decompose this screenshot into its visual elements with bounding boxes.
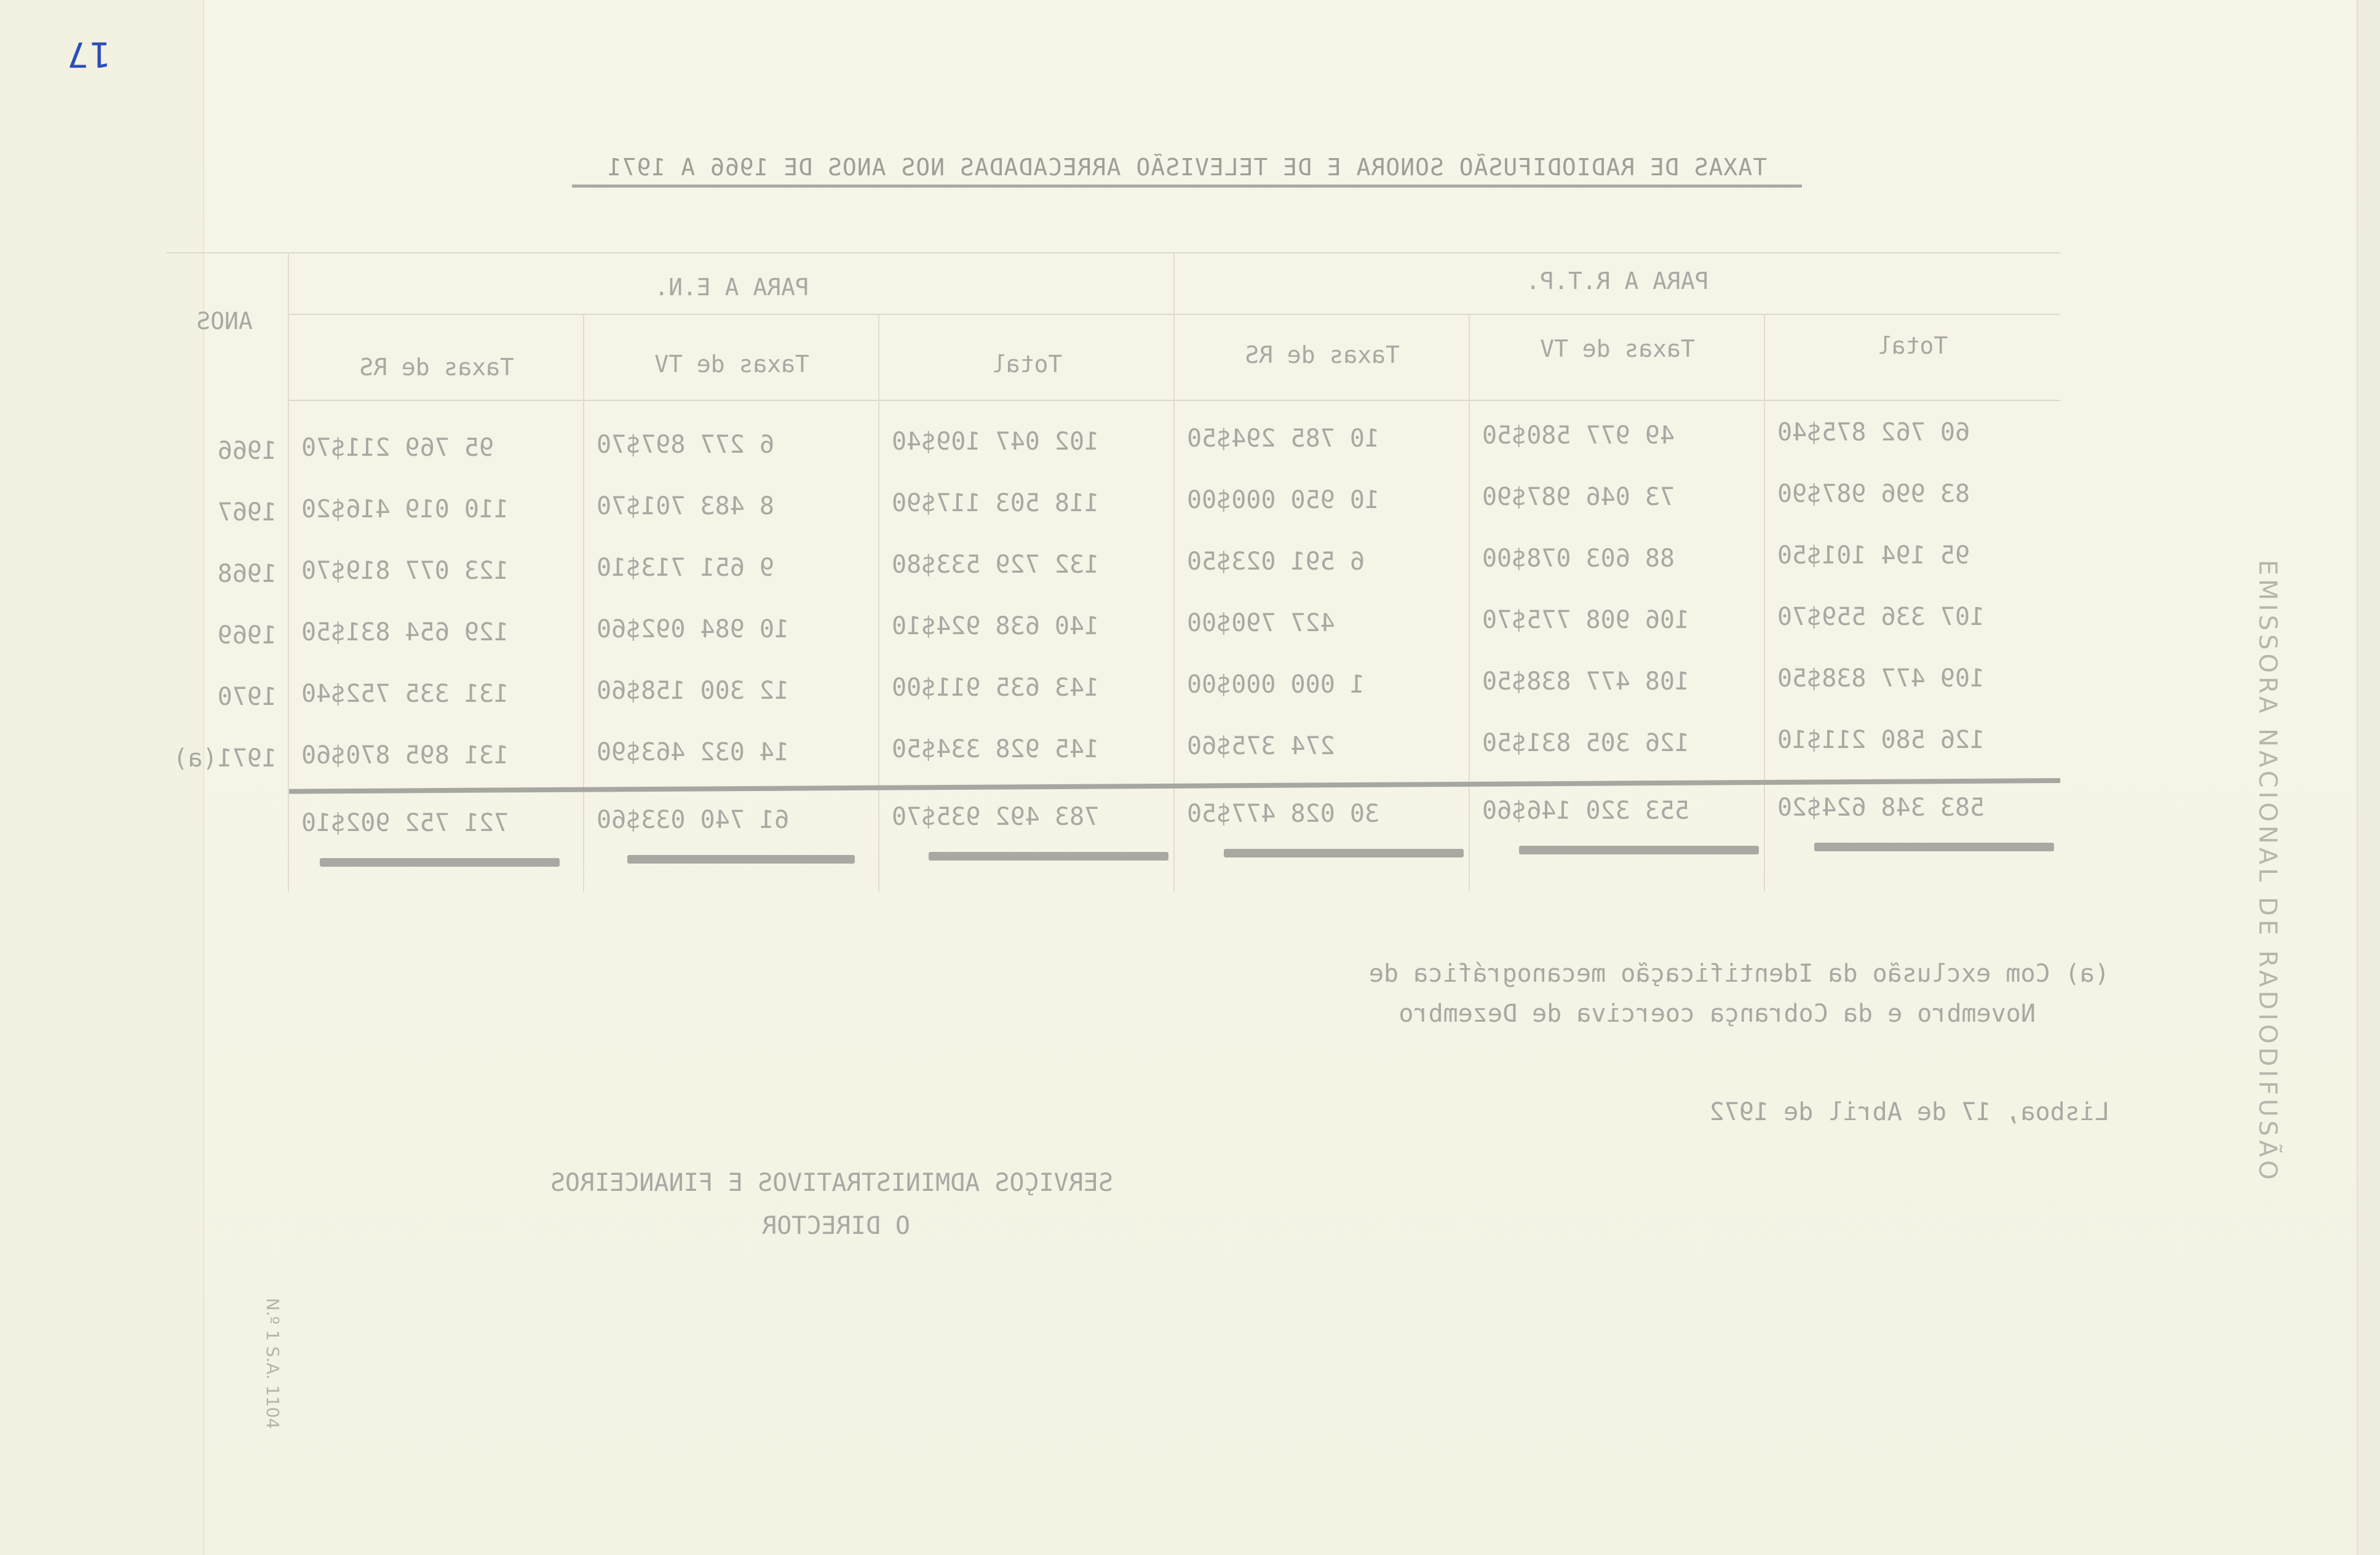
cell-rtp-rs: 1 000 000$00 bbox=[1187, 670, 1365, 699]
group-header-en: PARA A E.N. bbox=[654, 274, 809, 301]
cell-en-total: 145 928 334$50 bbox=[892, 735, 1100, 763]
row-year: 1971(a) bbox=[173, 744, 277, 773]
document-title: TAXAS DE RADIODIFUSÃO SONORA E DE TELEVISÃO ARRECADADAS NOS ANOS DE 1966 A 1971 bbox=[572, 154, 1802, 188]
cell-en-rs: 123 077 819$70 bbox=[301, 557, 509, 585]
cell-en-total: 132 729 533$80 bbox=[892, 551, 1100, 579]
cell-en-tv: 9 651 713$10 bbox=[597, 554, 774, 582]
cell-rtp-rs: 10 950 000$00 bbox=[1187, 486, 1380, 514]
total-en-rs: 721 752 902$10 bbox=[301, 809, 509, 837]
cell-rtp-total: 60 762 875$40 bbox=[1777, 418, 1970, 447]
footnote-line-1: (a) Com exclusão da Identificação mecanográfica de bbox=[1368, 960, 2109, 988]
totals-rule bbox=[289, 778, 2060, 794]
cell-rtp-tv: 106 908 775$70 bbox=[1482, 606, 1690, 634]
header-rtp-total: Total bbox=[1877, 332, 1948, 359]
signature-department: SERVIÇOS ADMINISTRATIVOS E FINANCEIROS bbox=[550, 1169, 1113, 1197]
col-divider-4 bbox=[583, 314, 584, 892]
total-underline bbox=[627, 855, 855, 864]
cell-rtp-rs: 274 375$60 bbox=[1187, 732, 1335, 760]
column-header-rule bbox=[289, 400, 2060, 401]
cell-rtp-rs: 427 790$00 bbox=[1187, 609, 1335, 637]
cell-rtp-tv: 126 305 831$50 bbox=[1482, 729, 1690, 757]
cell-en-tv: 14 032 463$90 bbox=[597, 738, 790, 766]
signature-title: O DIRECTOR bbox=[762, 1212, 910, 1240]
cell-en-total: 143 635 911$00 bbox=[892, 674, 1100, 702]
row-year: 1967 bbox=[217, 498, 277, 527]
cell-rtp-tv: 88 603 078$00 bbox=[1482, 544, 1675, 573]
total-underline bbox=[320, 858, 560, 867]
cell-rtp-total: 126 580 211$10 bbox=[1777, 726, 1985, 754]
total-underline bbox=[1224, 849, 1464, 857]
cell-rtp-tv: 49 977 580$50 bbox=[1482, 421, 1675, 450]
cell-rtp-tv: 73 046 987$90 bbox=[1482, 483, 1675, 511]
row-year: 1968 bbox=[217, 560, 277, 588]
cell-en-total: 140 638 924$10 bbox=[892, 612, 1100, 640]
cell-en-rs: 131 335 752$40 bbox=[301, 680, 509, 708]
cell-rtp-total: 107 336 559$70 bbox=[1777, 603, 1985, 631]
cell-en-tv: 10 984 092$60 bbox=[597, 615, 790, 643]
row-year: 1966 bbox=[217, 437, 277, 465]
reference-code: N.º 1 S.A. 1104 bbox=[263, 1298, 283, 1430]
row-year: 1970 bbox=[217, 683, 277, 711]
place-date: Lisboa, 17 de Abril de 1972 bbox=[1709, 1098, 2109, 1126]
cell-en-rs: 129 654 831$50 bbox=[301, 618, 509, 646]
footnote-line-2: Novembro e da Cobrança coerciva de Dezembro bbox=[1398, 1000, 2036, 1028]
total-underline bbox=[1814, 843, 2054, 851]
handwritten-page-number: 17 bbox=[66, 34, 111, 74]
total-rtp-rs: 30 028 477$50 bbox=[1187, 800, 1380, 828]
cell-en-tv: 6 277 897$70 bbox=[597, 431, 774, 459]
total-en-total: 783 492 935$70 bbox=[892, 803, 1100, 831]
total-underline bbox=[1519, 846, 1759, 854]
cell-en-total: 102 047 109$40 bbox=[892, 428, 1100, 456]
total-rtp-total: 583 348 624$20 bbox=[1777, 793, 1985, 822]
table-top-rule bbox=[166, 252, 2060, 253]
group-header-rtp: PARA A R.T.P. bbox=[1526, 268, 1709, 295]
total-en-tv: 61 740 033$60 bbox=[597, 806, 790, 834]
group-header-rule bbox=[289, 314, 2060, 315]
cell-en-rs: 95 769 211$70 bbox=[301, 434, 494, 462]
header-en-total: Total bbox=[991, 351, 1063, 378]
emissora-stamp: EMISSORA NACIONAL DE RADIODIFUSÃO bbox=[2253, 560, 2282, 1183]
total-underline bbox=[929, 852, 1168, 861]
total-rtp-tv: 553 320 146$60 bbox=[1482, 797, 1690, 825]
cell-rtp-total: 109 477 838$50 bbox=[1777, 664, 1985, 693]
cell-en-total: 118 503 117$90 bbox=[892, 489, 1100, 517]
year-column-divider bbox=[288, 252, 289, 892]
header-rtp-rs: Taxas de RS bbox=[1245, 341, 1400, 368]
cell-en-tv: 8 483 701$70 bbox=[597, 492, 774, 520]
cell-rtp-rs: 10 785 294$50 bbox=[1187, 424, 1380, 453]
header-en-tv: Taxas de TV bbox=[654, 351, 809, 378]
cell-en-tv: 12 300 158$60 bbox=[597, 677, 790, 705]
header-en-rs: Taxas de RS bbox=[359, 354, 514, 381]
cell-en-rs: 110 019 416$20 bbox=[301, 495, 509, 523]
row-year: 1969 bbox=[217, 621, 277, 650]
cell-rtp-rs: 6 591 023$50 bbox=[1187, 547, 1365, 576]
col-divider-3 bbox=[878, 314, 879, 892]
cell-rtp-total: 95 194 101$50 bbox=[1777, 541, 1970, 570]
cell-rtp-total: 83 996 987$90 bbox=[1777, 480, 1970, 508]
cell-rtp-tv: 108 477 838$50 bbox=[1482, 667, 1690, 696]
header-rtp-tv: Taxas de TV bbox=[1540, 335, 1695, 362]
header-anos: ANOS bbox=[196, 308, 253, 335]
cell-en-rs: 131 895 870$60 bbox=[301, 741, 509, 770]
